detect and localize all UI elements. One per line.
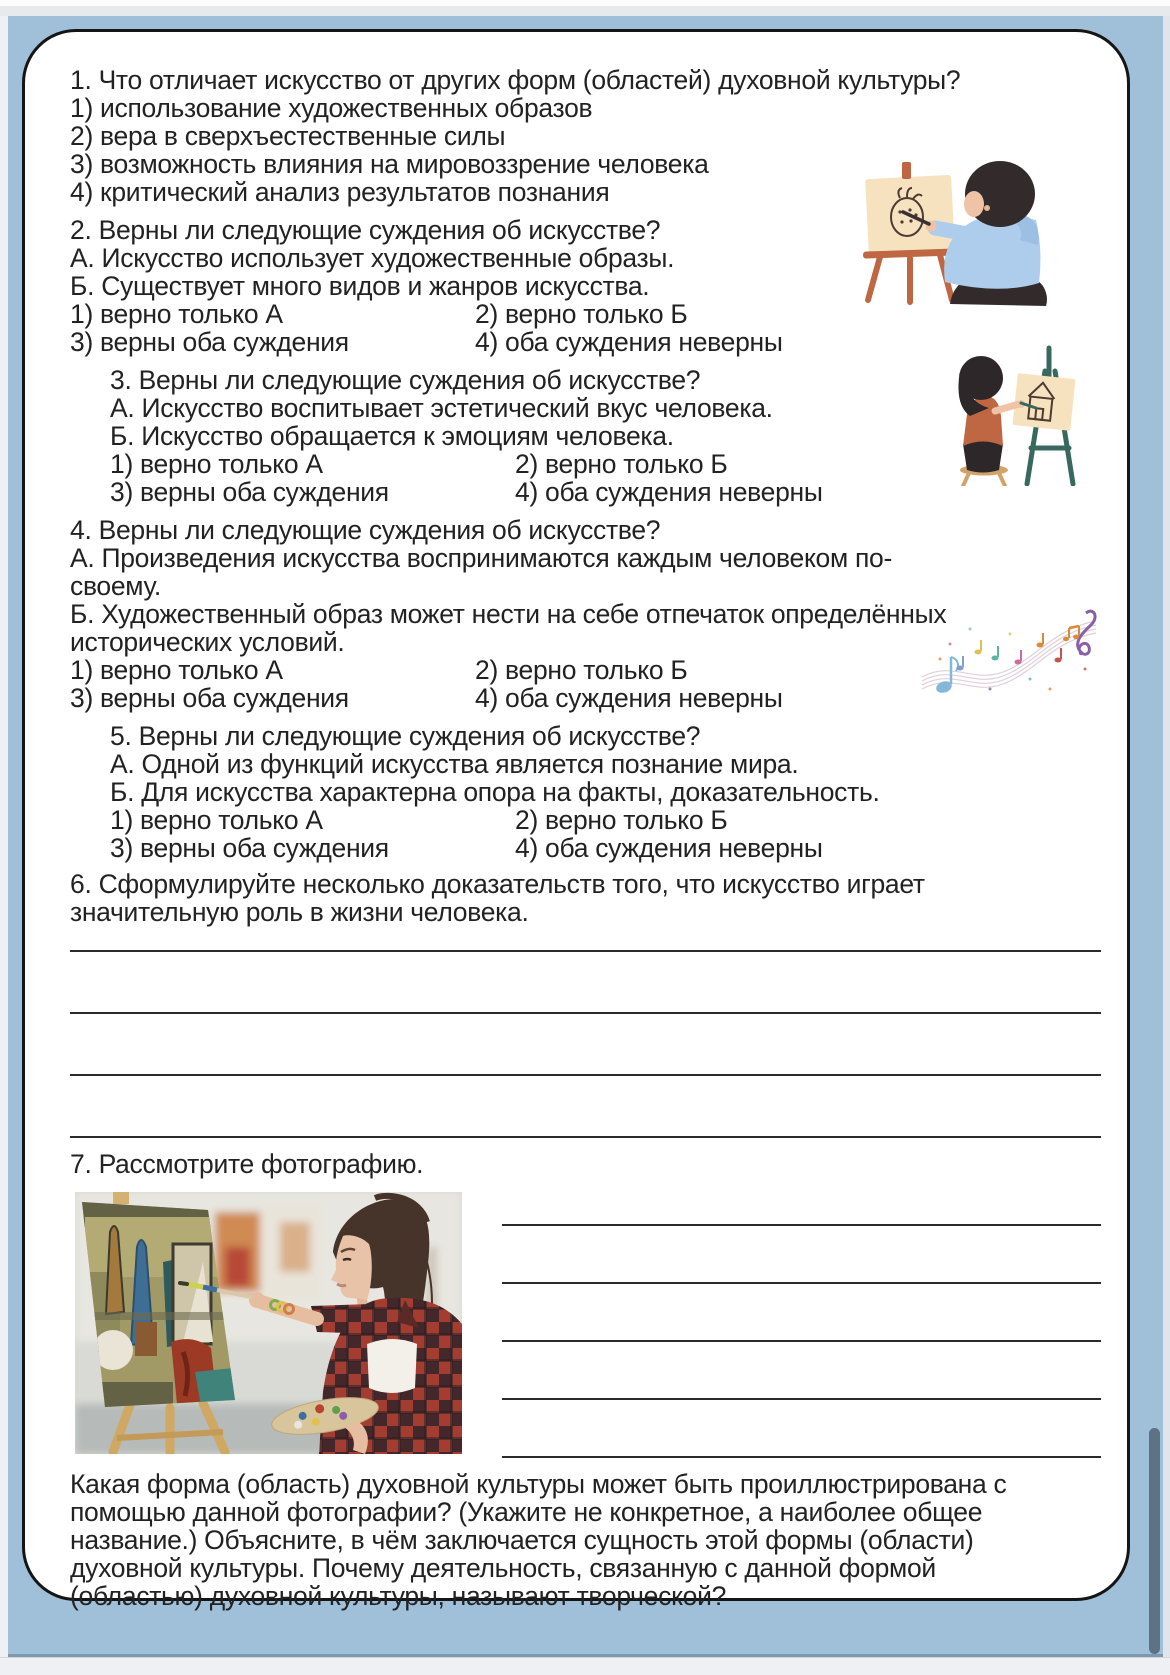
option: 2) верно только Б [475, 299, 688, 329]
worksheet-card [22, 29, 1130, 1611]
option: 3) верны оба суждения [70, 327, 349, 357]
question-5-statement-a: А. Одной из функций искусства является познание мира. [110, 749, 799, 779]
question-3-title: 3. Верны ли следующие суждения об искусстве? [110, 365, 701, 395]
option: 4) оба суждения неверны [515, 833, 823, 863]
question-4-statement-b2: исторических условий. [70, 627, 345, 657]
answer-line [502, 1192, 1101, 1226]
question-3-statement-b: Б. Искусство обращается к эмоциям человека. [110, 421, 674, 451]
answer-line [502, 1284, 1101, 1342]
option: 3) верны оба суждения [110, 833, 389, 863]
question-7-media-row [70, 1192, 1101, 1458]
scrollbar-track[interactable] [1163, 16, 1170, 1657]
question-4-title: 4. Верны ли следующие суждения об искусстве? [70, 515, 661, 545]
question-2-statement-b: Б. Существует много видов и жанров искусства. [70, 271, 650, 301]
option: 2) верно только Б [515, 805, 728, 835]
option: 3) верны оба суждения [110, 477, 389, 507]
child-painting-strawberry-illustration [850, 154, 1050, 314]
answer-line [502, 1226, 1101, 1284]
question-4-statement-a: А. Произведения искусства воспринимаются каждым человеком по- [70, 543, 892, 573]
question-3-statement-a: А. Искусство воспитывает эстетический вкус человека. [110, 393, 773, 423]
question-1-answer: 3) возможность влияния на мировоззрение человека [70, 149, 709, 179]
paragraph-line: духовной культуры. Почему деятельность, связанную с данной формой [70, 1553, 936, 1583]
question-1-title: 1. Что отличает искусство от других форм (областей) духовной культуры? [70, 65, 961, 95]
scrollbar-thumb[interactable] [1149, 1428, 1160, 1654]
question-4-statement-b: Б. Художественный образ может нести на себе отпечаток определённых [70, 599, 947, 629]
option: 1) верно только А [70, 299, 283, 329]
paragraph-line: помощью данной фотографии? (Укажите не конкретное, а наиболее общее [70, 1497, 983, 1527]
option: 1) верно только А [70, 655, 283, 685]
paragraph-line: (областью) духовной культуры, называют творческой? [70, 1581, 727, 1611]
option: 4) оба суждения неверны [475, 683, 783, 713]
question-5-statement-b: Б. Для искусства характерна опора на факты, доказательность. [110, 777, 880, 807]
question-6-text2: значительную роль в жизни человека. [70, 897, 529, 927]
paragraph-line: название.) Объясните, в чём заключается сущность этой формы (области) [70, 1525, 974, 1555]
option: 2) верно только Б [475, 655, 688, 685]
paragraph-line: Какая форма (область) духовной культуры может быть проиллюстрирована с [70, 1469, 1007, 1499]
window-top-strip [0, 0, 1170, 16]
question-5-title: 5. Верны ли следующие суждения об искусстве? [110, 721, 701, 751]
music-notes-illustration [920, 599, 1100, 709]
question-7 [70, 1150, 1101, 1610]
answer-line [70, 952, 1101, 1014]
answer-line [70, 1014, 1101, 1076]
option: 2) верно только Б [515, 449, 728, 479]
question-1-answer: 4) критический анализ результатов познания [70, 177, 610, 207]
question-7-paragraph [70, 1470, 1101, 1610]
woman-painting-house-illustration [927, 336, 1089, 491]
option: 4) оба суждения неверны [475, 327, 783, 357]
answer-line [502, 1342, 1101, 1400]
question-4-statement-a2: своему. [70, 571, 161, 601]
option: 1) верно только А [110, 805, 323, 835]
photo-woman-painting [75, 1192, 462, 1454]
option: 1) верно только А [110, 449, 323, 479]
window-bottom-strip [0, 1657, 1170, 1675]
answer-line [502, 1400, 1101, 1458]
question-2-statement-a: А. Искусство использует художественные образы. [70, 243, 675, 273]
question-7-answer-lines [502, 1192, 1101, 1458]
question-1-answer: 1) использование художественных образов [70, 93, 593, 123]
option: 4) оба суждения неверны [515, 477, 823, 507]
question-1-answer: 2) вера в сверхъестественные силы [70, 121, 506, 151]
answer-line [70, 1076, 1101, 1138]
question-2-title: 2. Верны ли следующие суждения об искусстве? [70, 215, 661, 245]
question-6-text: 6. Сформулируйте несколько доказательств того, что искусство играет [70, 869, 925, 899]
option: 3) верны оба суждения [70, 683, 349, 713]
question-5-options [110, 806, 1101, 862]
question-6 [70, 870, 1101, 1138]
question-5 [110, 722, 1101, 862]
answer-line [70, 926, 1101, 952]
question-7-title: 7. Рассмотрите фотографию. [70, 1149, 424, 1179]
